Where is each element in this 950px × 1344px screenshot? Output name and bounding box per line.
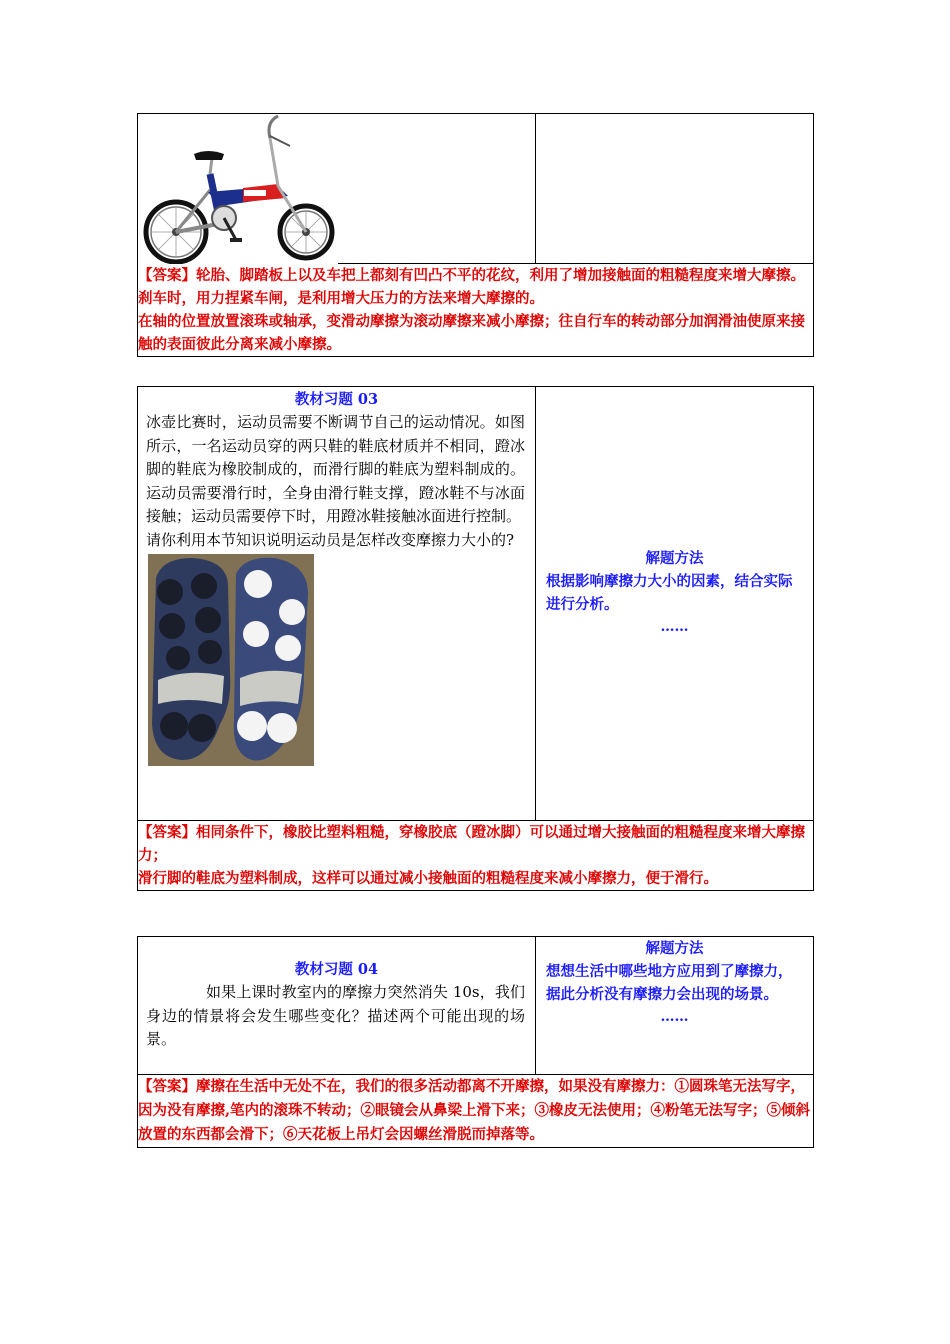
- method-cell-04: [536, 937, 814, 1075]
- answer-line-2: 在轴的位置放置滚珠或轴承，变滑动摩擦为滚动摩擦来减小摩擦；往自行车的转动部分加润滑油使原来接触的表面彼此分离来减小摩擦。: [138, 313, 805, 353]
- exercise-title: 教材习题 04: [294, 961, 379, 978]
- answer-line-2: 滑行脚的鞋底为塑料制成，这样可以通过减小接触面的粗糙程度来减小摩擦力，便于滑行。: [138, 870, 718, 887]
- exercise-04-table: [137, 936, 814, 1148]
- question-cell-03: [138, 387, 536, 821]
- method-title: 解题方法: [645, 550, 704, 567]
- bicycle-image-cell: [138, 114, 536, 264]
- method-text: 根据影响摩擦力大小的因素，结合实际进行分析。: [546, 573, 793, 613]
- method-text: 想想生活中哪些地方应用到了摩擦力，据此分析没有摩擦力会出现的场景。: [546, 963, 793, 1003]
- ellipsis: ……: [660, 1009, 689, 1025]
- answer-cell-03: [138, 821, 814, 891]
- answer-cell-02: [138, 264, 814, 357]
- question-text: 冰壶比赛时，运动员需要不断调节自己的运动情况。如图所示，一名运动员穿的两只鞋的鞋底材质并不相同，蹬冰脚的鞋底为橡胶制成的，而滑行脚的鞋底为塑料制成的。运动员需要滑行时，全身由滑行鞋支撑，蹬冰鞋不与冰面接触；运动员需要停下时，用蹬冰鞋接触冰面进行控制。: [146, 413, 525, 525]
- exercise-02-table: [137, 113, 814, 357]
- question-text: 如果上课时教室内的摩擦力突然消失 10s，我们身边的情景将会发生哪些变化？描述两个可能出现的场景。: [146, 983, 525, 1048]
- method-title: 解题方法: [645, 940, 704, 957]
- bicycle-image: [138, 114, 338, 264]
- exercise-title: 教材习题 03: [294, 391, 379, 408]
- ellipsis: ……: [660, 619, 689, 635]
- empty-cell: [536, 114, 814, 264]
- question-cell-04: [138, 937, 536, 1075]
- exercise-03-table: [137, 386, 814, 891]
- answer-line-1: 【答案】轮胎、脚踏板上以及车把上都刻有凹凸不平的花纹，利用了增加接触面的粗糙程度来增大摩擦。刹车时，用力捏紧车闸，是利用增大压力的方法来增大摩擦的。: [138, 267, 805, 307]
- answer-cell-04: 【答案】摩擦在生活中无处不在，我们的很多活动都离不开摩擦，如果没有摩擦力：①圆珠笔无法写字，因为没有摩擦,笔内的滚珠不转动；②眼镜会从鼻梁上滑下来；③橡皮无法使用；④粉笔无法写字；⑤倾斜放置的东西都会滑下；⑥天花板上吊灯会因螺丝滑脱而掉落等。: [138, 1075, 814, 1148]
- method-cell-03: [536, 387, 814, 821]
- question-prompt: 请你利用本节知识说明运动员是怎样改变摩擦力大小的?: [146, 530, 515, 549]
- shoe-soles-image: [148, 554, 314, 766]
- answer-line-1: 【答案】相同条件下，橡胶比塑料粗糙，穿橡胶底（蹬冰脚）可以通过增大接触面的粗糙程度来增大摩擦力；: [138, 824, 805, 864]
